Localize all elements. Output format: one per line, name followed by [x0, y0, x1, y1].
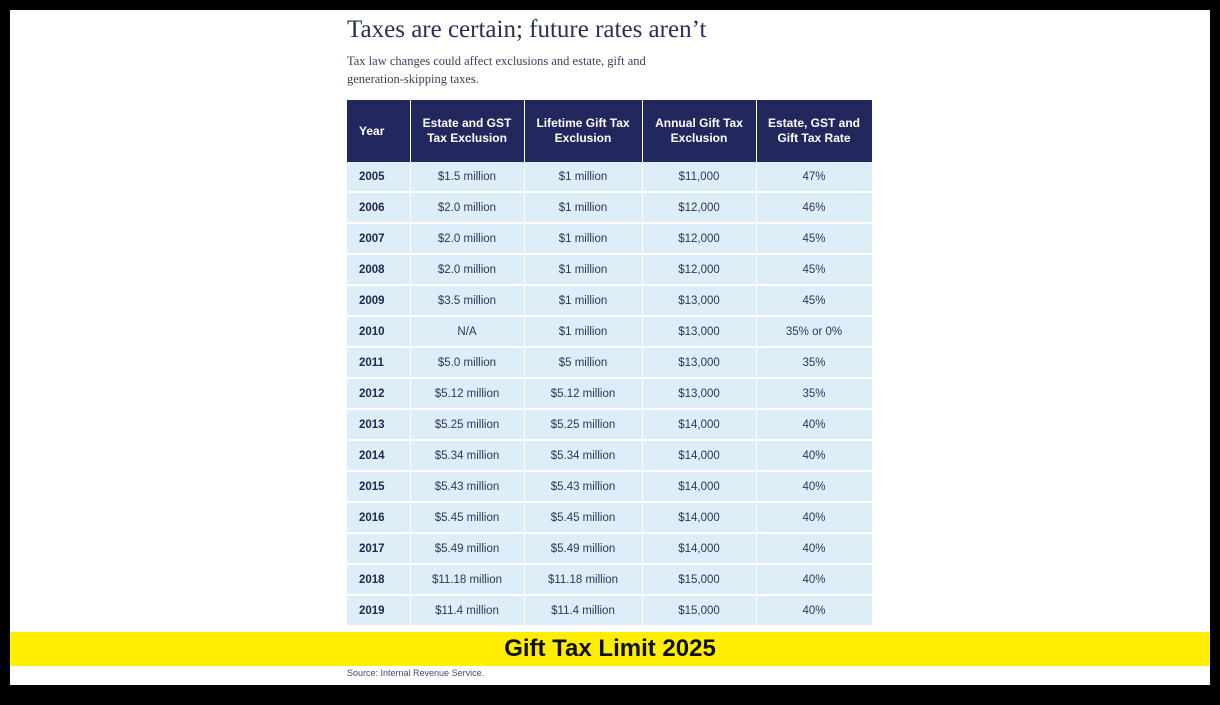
tax-rate-cell: 40%	[756, 440, 872, 471]
page-subtitle: Tax law changes could affect exclusions and estate, gift and generation-skipping taxes.	[347, 54, 646, 86]
estate-gst-exclusion-cell: $11.18 million	[410, 564, 524, 595]
table-row	[347, 223, 872, 254]
year-cell: 2009	[347, 285, 410, 316]
table-row	[347, 378, 872, 409]
tax-rate-cell: 35%	[756, 347, 872, 378]
annual-gift-exclusion-cell: $11,000	[642, 162, 756, 192]
table-row	[347, 533, 872, 564]
tax-rate-cell: 40%	[756, 409, 872, 440]
lifetime-gift-exclusion-cell: $5.43 million	[524, 471, 642, 502]
tax-rate-cell: 40%	[756, 533, 872, 564]
tax-rate-cell: 35%	[756, 378, 872, 409]
year-cell: 2013	[347, 409, 410, 440]
year-cell: 2006	[347, 192, 410, 223]
header-annual-gift-exclusion: Annual Gift Tax Exclusion	[642, 100, 756, 162]
year-cell: 2019	[347, 595, 410, 626]
year-cell: 2005	[347, 162, 410, 192]
header-year: Year	[347, 100, 410, 162]
annual-gift-exclusion-cell: $14,000	[642, 533, 756, 564]
lifetime-gift-exclusion-cell: $11.4 million	[524, 595, 642, 626]
annual-gift-exclusion-cell: $12,000	[642, 223, 756, 254]
page-title: Taxes are certain; future rates aren’t	[347, 16, 707, 43]
table-row	[347, 192, 872, 223]
header-estate-gst-exclusion: Estate and GST Tax Exclusion	[410, 100, 524, 162]
year-cell: 2017	[347, 533, 410, 564]
year-cell: 2011	[347, 347, 410, 378]
annual-gift-exclusion-cell: $13,000	[642, 316, 756, 347]
tax-rate-cell: 45%	[756, 223, 872, 254]
estate-gst-exclusion-cell: $5.49 million	[410, 533, 524, 564]
year-cell: 2012	[347, 378, 410, 409]
annual-gift-exclusion-cell: $15,000	[642, 595, 756, 626]
annual-gift-exclusion-cell: $13,000	[642, 285, 756, 316]
estate-gst-exclusion-cell: $5.12 million	[410, 378, 524, 409]
year-cell: 2007	[347, 223, 410, 254]
table-header-row	[347, 100, 872, 162]
estate-gst-exclusion-cell: N/A	[410, 316, 524, 347]
estate-gst-exclusion-cell: $5.45 million	[410, 502, 524, 533]
table-row	[347, 440, 872, 471]
document-frame	[10, 10, 1210, 685]
year-cell: 2016	[347, 502, 410, 533]
tax-rate-cell: 35% or 0%	[756, 316, 872, 347]
lifetime-gift-exclusion-cell: $1 million	[524, 316, 642, 347]
table-row	[347, 409, 872, 440]
lifetime-gift-exclusion-cell: $11.18 million	[524, 564, 642, 595]
tax-rate-cell: 40%	[756, 595, 872, 626]
year-cell: 2015	[347, 471, 410, 502]
lifetime-gift-exclusion-cell: $5.49 million	[524, 533, 642, 564]
lifetime-gift-exclusion-cell: $5.25 million	[524, 409, 642, 440]
tax-rate-cell: 45%	[756, 285, 872, 316]
estate-gst-exclusion-cell: $5.0 million	[410, 347, 524, 378]
table-row	[347, 564, 872, 595]
table-row	[347, 316, 872, 347]
year-cell: 2008	[347, 254, 410, 285]
estate-gst-exclusion-cell: $11.4 million	[410, 595, 524, 626]
estate-gst-exclusion-cell: $2.0 million	[410, 192, 524, 223]
annual-gift-exclusion-cell: $12,000	[642, 254, 756, 285]
table-row	[347, 471, 872, 502]
annual-gift-exclusion-cell: $14,000	[642, 440, 756, 471]
header-tax-rate: Estate, GST and Gift Tax Rate	[756, 100, 872, 162]
lifetime-gift-exclusion-cell: $1 million	[524, 223, 642, 254]
table-row	[347, 595, 872, 626]
estate-gst-exclusion-cell: $5.34 million	[410, 440, 524, 471]
tax-rate-cell: 45%	[756, 254, 872, 285]
table-row	[347, 347, 872, 378]
header-lifetime-gift-exclusion: Lifetime Gift Tax Exclusion	[524, 100, 642, 162]
lifetime-gift-exclusion-cell: $5.45 million	[524, 502, 642, 533]
lifetime-gift-exclusion-cell: $1 million	[524, 192, 642, 223]
annual-gift-exclusion-cell: $15,000	[642, 564, 756, 595]
annual-gift-exclusion-cell: $12,000	[642, 192, 756, 223]
tax-rates-table	[347, 100, 873, 627]
estate-gst-exclusion-cell: $5.43 million	[410, 471, 524, 502]
table-row	[347, 285, 872, 316]
source-note: Source: Internal Revenue Service.	[347, 668, 485, 678]
year-cell: 2014	[347, 440, 410, 471]
tax-rate-cell: 40%	[756, 502, 872, 533]
estate-gst-exclusion-cell: $2.0 million	[410, 254, 524, 285]
annual-gift-exclusion-cell: $14,000	[642, 471, 756, 502]
annual-gift-exclusion-cell: $13,000	[642, 378, 756, 409]
year-cell: 2010	[347, 316, 410, 347]
annual-gift-exclusion-cell: $13,000	[642, 347, 756, 378]
estate-gst-exclusion-cell: $3.5 million	[410, 285, 524, 316]
caption-banner: Gift Tax Limit 2025	[10, 632, 1210, 666]
lifetime-gift-exclusion-cell: $1 million	[524, 162, 642, 192]
table-row	[347, 254, 872, 285]
estate-gst-exclusion-cell: $1.5 million	[410, 162, 524, 192]
lifetime-gift-exclusion-cell: $5.34 million	[524, 440, 642, 471]
table-body	[347, 162, 872, 626]
annual-gift-exclusion-cell: $14,000	[642, 502, 756, 533]
annual-gift-exclusion-cell: $14,000	[642, 409, 756, 440]
table-row	[347, 502, 872, 533]
year-cell: 2018	[347, 564, 410, 595]
lifetime-gift-exclusion-cell: $5 million	[524, 347, 642, 378]
lifetime-gift-exclusion-cell: $1 million	[524, 254, 642, 285]
tax-rate-cell: 40%	[756, 564, 872, 595]
lifetime-gift-exclusion-cell: $5.12 million	[524, 378, 642, 409]
tax-rate-cell: 46%	[756, 192, 872, 223]
tax-rate-cell: 40%	[756, 471, 872, 502]
estate-gst-exclusion-cell: $2.0 million	[410, 223, 524, 254]
tax-rate-cell: 47%	[756, 162, 872, 192]
estate-gst-exclusion-cell: $5.25 million	[410, 409, 524, 440]
lifetime-gift-exclusion-cell: $1 million	[524, 285, 642, 316]
table-row	[347, 162, 872, 192]
